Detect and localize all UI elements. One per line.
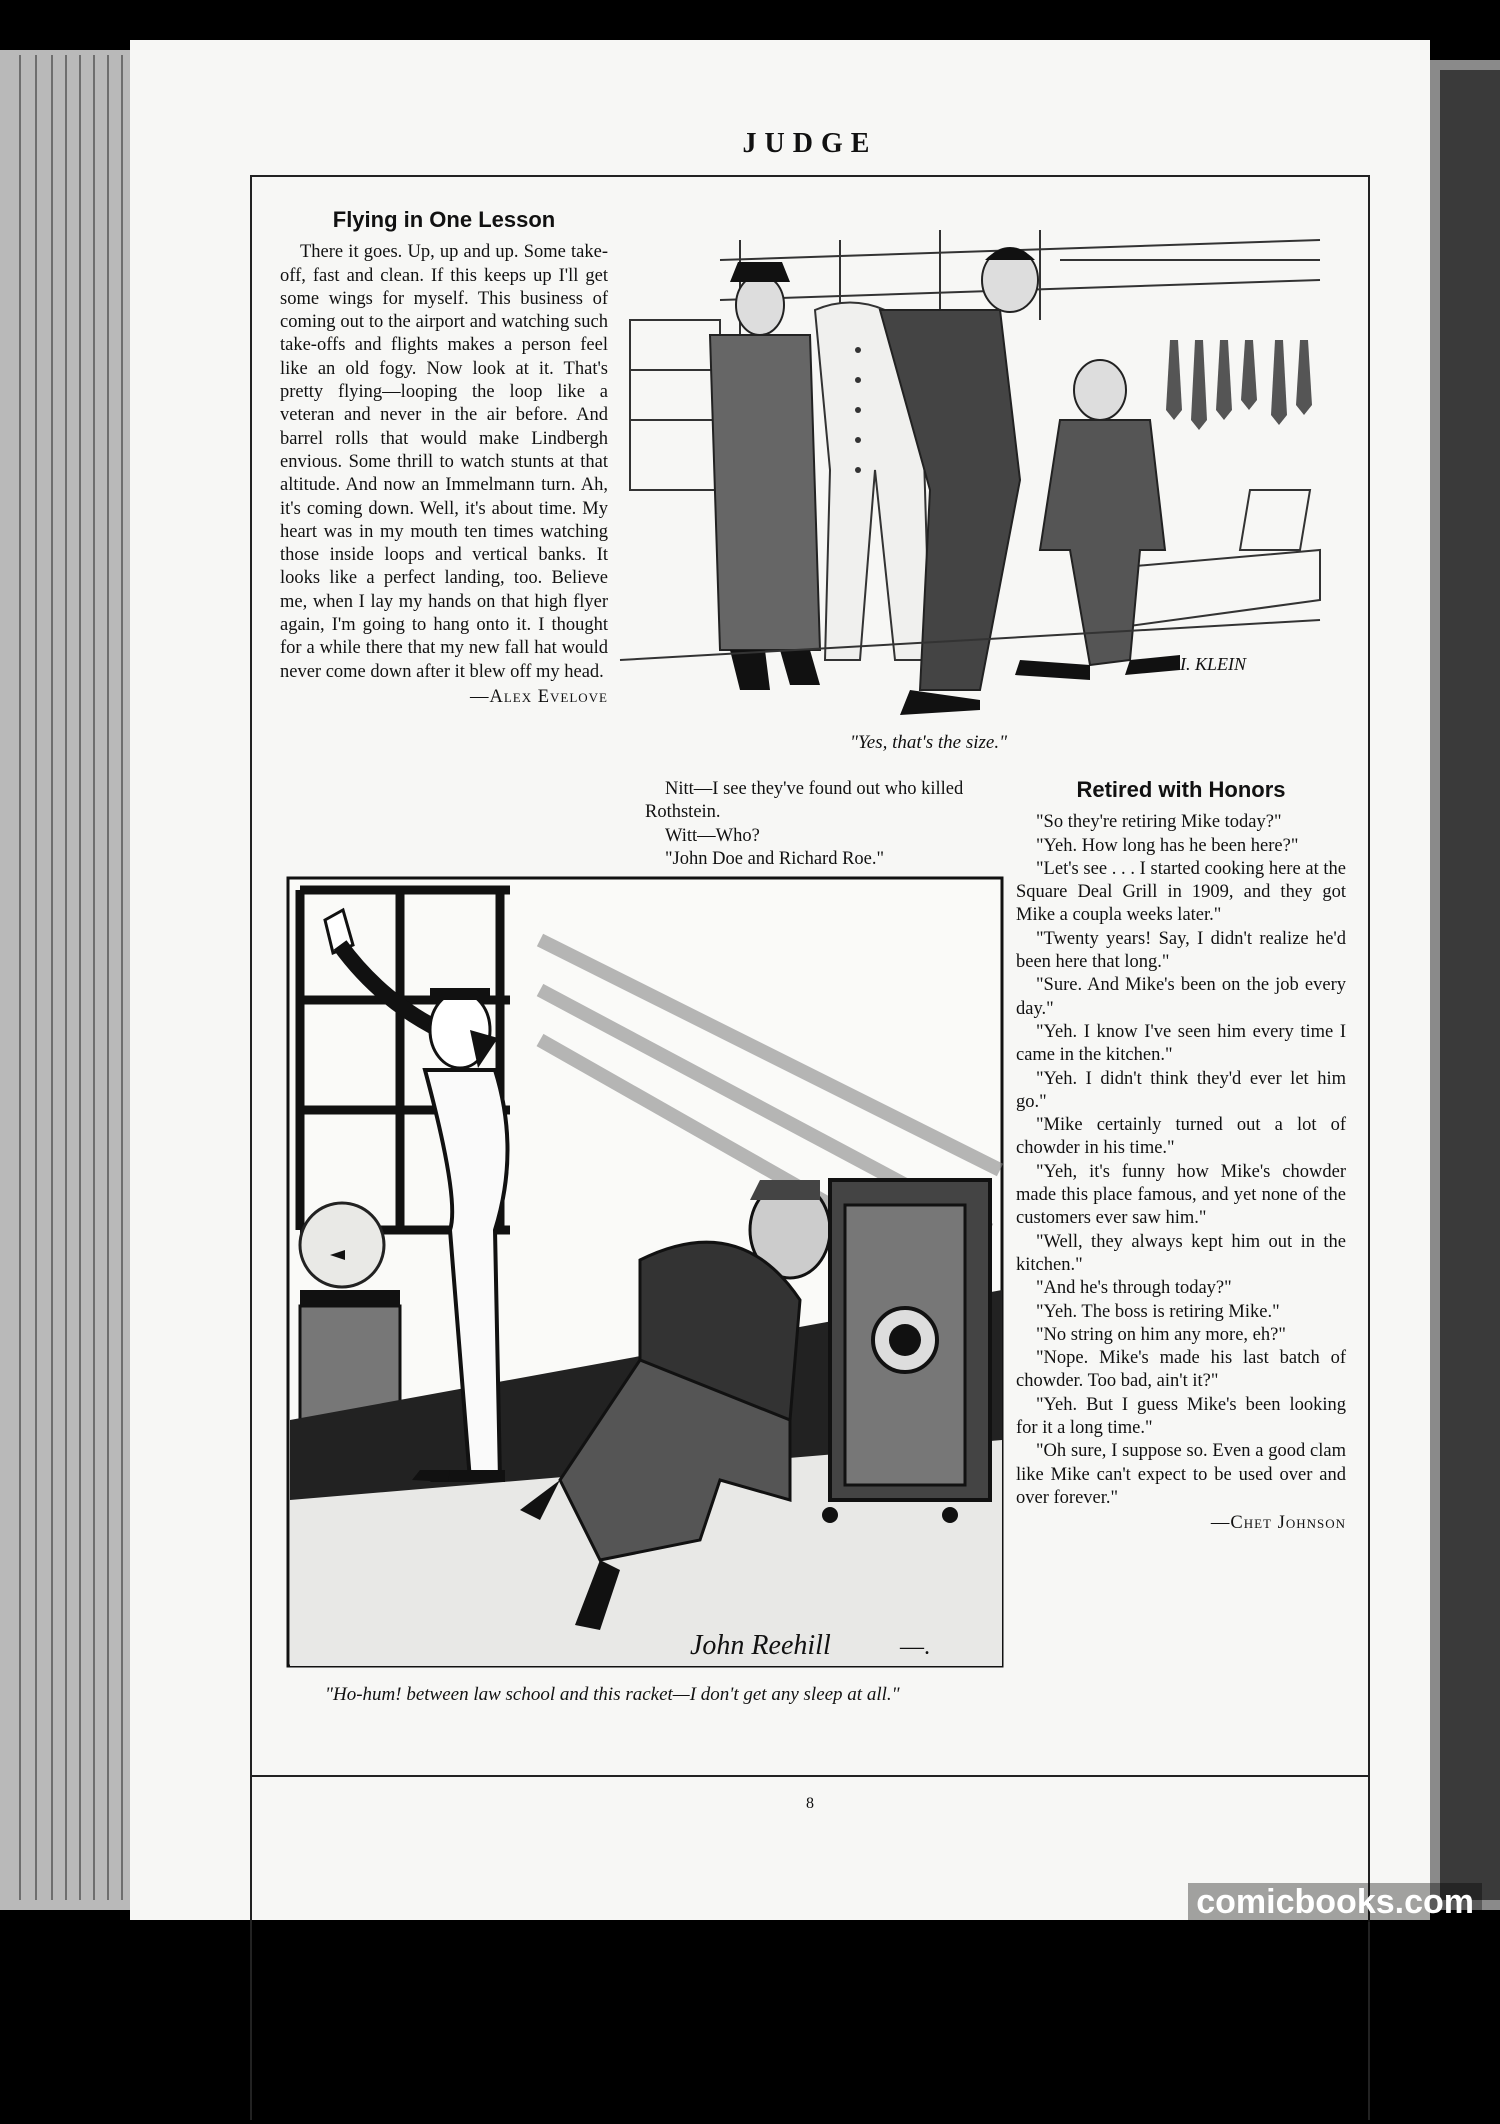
flying-byline: —Alex Evelove [469,686,608,707]
retired-para: "Oh sure, I suppose so. Even a good clam like Mike can't expect to be used over and over forever." [1016,1441,1346,1508]
retired-title: Retired with Honors [1076,777,1286,802]
retired-para: "Nope. Mike's made his last batch of chowder. Too bad, ain't it?" [1016,1348,1346,1392]
retired-byline: —Chet Johnson [1210,1513,1346,1534]
nitt-witt-joke [645,778,985,871]
retired-article [1016,778,1346,1536]
page-number: 8 [806,1795,814,1812]
flying-article [280,208,608,709]
safecracker-caption: "Ho-hum! between law school and this racket—I don't get any sleep at all." [325,1684,900,1705]
article-border-bottom [250,1775,1370,1777]
retired-para: "Yeh. I know I've seen him every time I came in the kitchen." [1016,1021,1346,1066]
flying-body: There it goes. Up, up and up. Some take-off, fast and clean. If this keeps up I'll get some wings for myself. This business of coming out to the airport and watching such take-offs and flights makes a person feel like an old fogy. Now look at it. That's pretty flying—looping the loop like a veteran and never in the air before. And barrel rolls that would make Lindbergh envious. Some thrill to watch stunts at that altitude. And now an Immelmann turn. Ah, it's coming down. Well, it's about time. My heart was in my mouth ten times watching those inside loops and vertical banks. It looks like a perfect landing, too. Believe me, when I lay my hands on that high flyer again, I'm going to hang onto it. I thought for a while there that my new fall hat would never come down after it blew off my head. [280,242,608,682]
flying-title: Flying in One Lesson [332,207,556,232]
retired-para: "Let's see . . . I started cooking here at the Square Deal Grill in 1909, and they got Mike a coupla weeks later." [1016,858,1346,926]
retired-para: "Yeh. How long has he been here?" [1036,835,1299,856]
retired-para: "Sure. And Mike's been on the job every day." [1016,975,1346,1019]
retired-para: "Twenty years! Say, I didn't realize he'd been here that long." [1016,928,1346,973]
retired-para: "Yeh. I didn't think they'd ever let him go." [1016,1068,1346,1112]
retired-para: "Well, they always kept him out in the kitchen." [1016,1231,1346,1275]
tailor-caption: "Yes, that's the size." [850,732,1008,753]
retired-para: "Yeh, it's funny how Mike's chowder made this place famous, and yet none of the customers ever saw him." [1016,1161,1346,1229]
svg-text:—.: —. [900,1634,930,1660]
klein-signature: I. KLEIN [1180,654,1247,674]
answer-line: "John Doe and Richard Roe." [665,848,885,869]
retired-para: "Mike certainly turned out a lot of chowder in his time." [1016,1115,1346,1159]
retired-para: "Yeh. But I guess Mike's been looking for it a long time." [1016,1394,1346,1439]
retired-para: "So they're retiring Mike today?" [1036,812,1282,833]
retired-para: "And he's through today?" [1036,1278,1232,1299]
magazine-title: JUDGE [742,128,878,159]
reehill-signature: John Reehill [690,1630,831,1661]
witt-line: Witt—Who? [665,825,760,846]
retired-para: "Yeh. The boss is retiring Mike." [1036,1301,1280,1322]
nitt-line: Nitt—I see they've found out who killed Rothstein. [645,779,964,823]
site-watermark: comicbooks.com [1188,1883,1482,1922]
retired-para: "No string on him any more, eh?" [1036,1324,1286,1345]
